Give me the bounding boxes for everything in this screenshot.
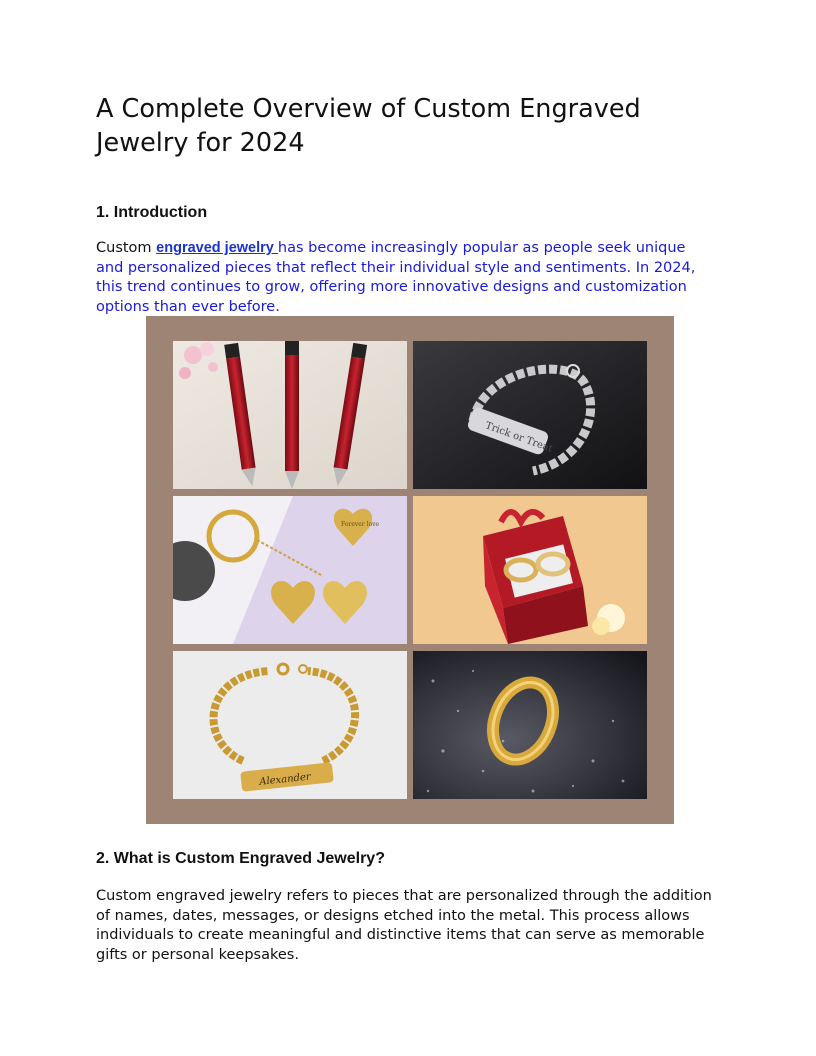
page-title: A Complete Overview of Custom Engraved Jewelry for 2024 [96,94,641,158]
rings-gift-box-image [413,496,647,644]
introduction-paragraph [96,239,716,317]
intro-prefix: Custom [96,240,157,256]
locket-engraving-text: Forever love [341,521,380,528]
definition-paragraph: Custom engraved jewelry refers to pieces that are personalized through the addition of names, dates, messages, or designs etched into the metal. This process allows individuals to create meaningful and distinctive items that can serve as memorable gifts or personal keepsakes. [96,888,712,963]
gold-name-bracelet-image [173,651,407,799]
gold-bracelet-engraving-text: Alexander [258,771,312,788]
engraved-products-collage [146,316,674,824]
intro-body: has become increasingly popular as people seek unique and personalized pieces that reflect their individual style and sentiments. In 2024, this trend continues to grow, offering more innovative designs and customization options than ever before. [96,240,696,315]
section-heading-what-is: 2. What is Custom Engraved Jewelry? [96,850,385,867]
gold-ring-glitter-image [413,651,647,799]
engraved-pens-image [173,341,407,489]
section-heading-introduction: 1. Introduction [96,204,208,221]
silver-id-bracelet-image [413,341,647,489]
heart-locket-keychain-image [173,496,407,644]
engraved-jewelry-link[interactable]: engraved jewelry [156,240,278,256]
bracelet-engraving-text: Trick or Treat [483,420,554,455]
